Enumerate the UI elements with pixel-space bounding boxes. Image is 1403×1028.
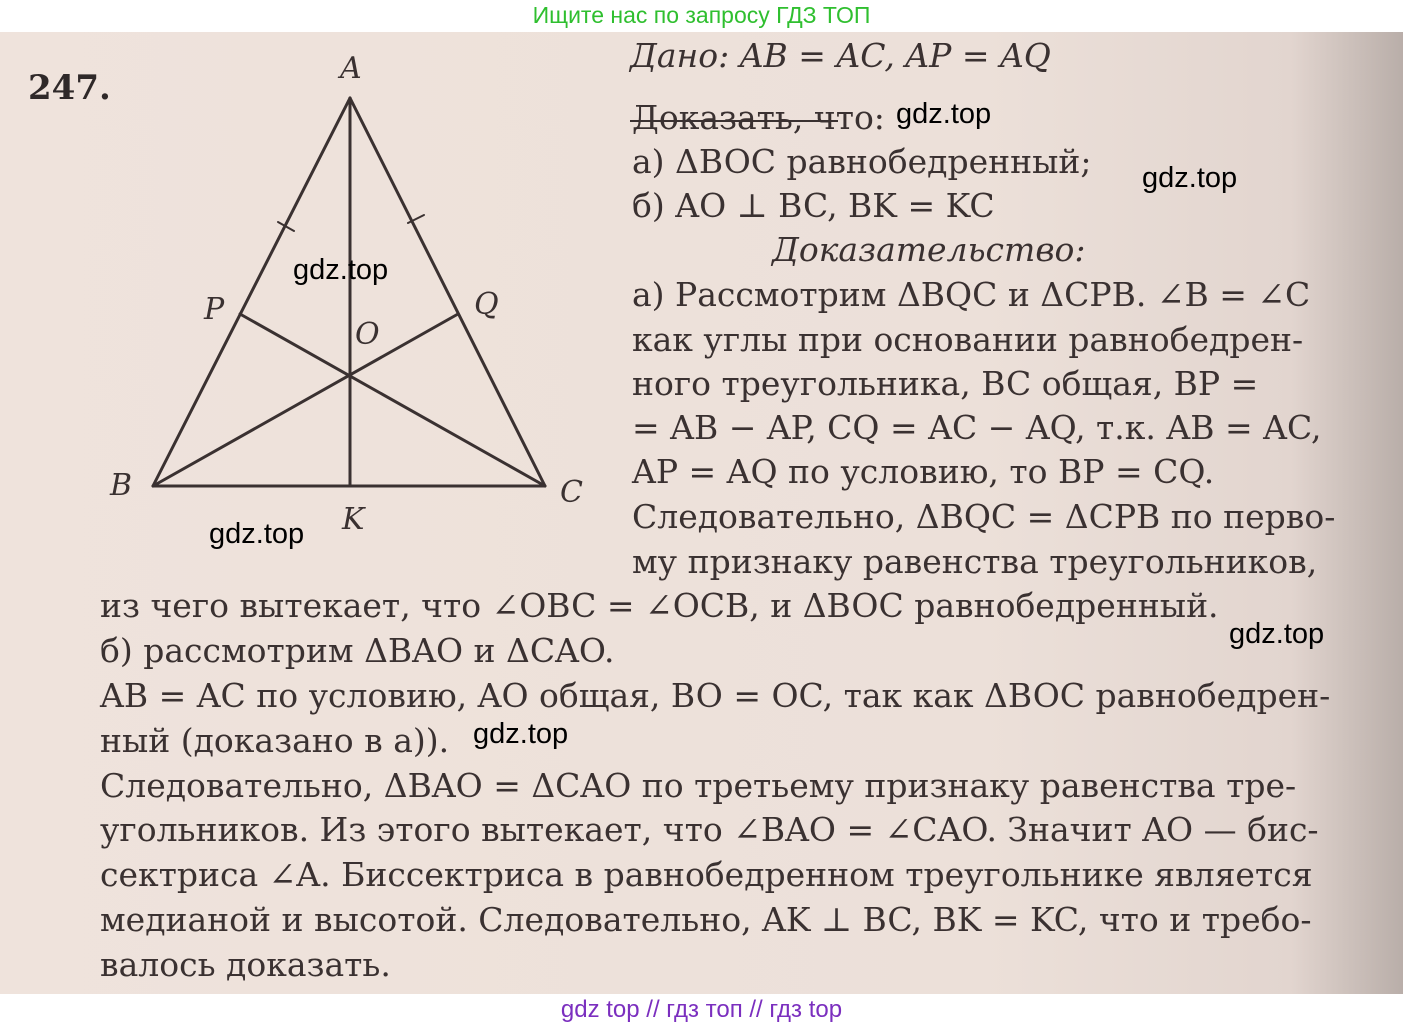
proof-line: ного треугольника, BC общая, BP = [632,364,1259,403]
proof-line: медианой и высотой. Следовательно, AK ⊥ BC, BK = KC, что и требо- [100,900,1312,939]
proof-line: му признаку равенства треугольников, [632,542,1318,581]
proof-line: из чего вытекает, что ∠OBC = ∠OCB, и ΔBOC равнобедренный. [100,586,1219,625]
watermark-text: gdz.top [473,718,569,750]
textbook-page [0,32,1403,994]
side-ab [153,98,350,486]
proof-line: как углы при основании равнобедрен- [632,320,1304,359]
proof-line: угольников. Из этого вытекает, что ∠BAO = ∠CAO. Значит AO — бис- [100,810,1319,849]
prove-item-a: а) ΔBOC равнобедренный; [632,142,1092,181]
watermark-text: gdz.top [209,518,305,550]
segment-bq [153,314,458,486]
proof-line: ный (доказано в а)). [100,721,450,760]
watermark-text: gdz.top [1229,618,1325,650]
label-b: B [110,468,133,503]
watermark-text: gdz.top [293,254,389,286]
watermark-text: gdz.top [1142,162,1238,194]
proof-line: сектриса ∠A. Биссектриса в равнобедренном треугольнике является [100,855,1313,894]
proof-line: а) Рассмотрим ΔBQC и ΔCPB. ∠B = ∠C [632,275,1311,314]
label-a: A [340,51,362,86]
side-ac [350,98,545,486]
proof-line: AB = AC по условию, AO общая, BO = OC, так как ΔBOC равнобедрен- [100,676,1331,715]
problem-number: 247. [28,68,111,108]
segment-cp [240,314,545,486]
proof-line: = AB − AP, CQ = AC − AQ, т.к. AB = AC, [632,408,1322,447]
proof-line: Следовательно, ΔBAO = ΔCAO по третьему признаку равенства тре- [100,766,1297,805]
bottom-banner: gdz top // гдз топ // гдз top [0,994,1403,1028]
top-banner: Ищите нас по запросу ГДЗ ТОП [0,0,1403,32]
proof-line: валось доказать. [100,945,391,984]
label-p: P [204,292,225,327]
label-c: C [560,475,583,510]
proof-line: б) рассмотрим ΔBAO и ΔCAO. [100,631,615,670]
triangle-figure [0,32,640,592]
proof-line: AP = AQ по условию, то BP = CQ. [632,452,1215,491]
label-q: Q [474,287,499,322]
proof-heading: Доказательство: [772,230,1086,269]
proof-line: Следовательно, ΔBQC = ΔCPB по перво- [632,497,1336,536]
label-k: K [342,502,365,537]
label-o: O [355,317,380,352]
prove-heading: Доказать, что: [632,98,885,137]
given-text: Дано: AB = AC, AP = AQ [630,36,1051,75]
watermark-text: gdz.top [896,98,992,130]
prove-item-b: б) AO ⊥ BC, BK = KC [632,186,995,225]
